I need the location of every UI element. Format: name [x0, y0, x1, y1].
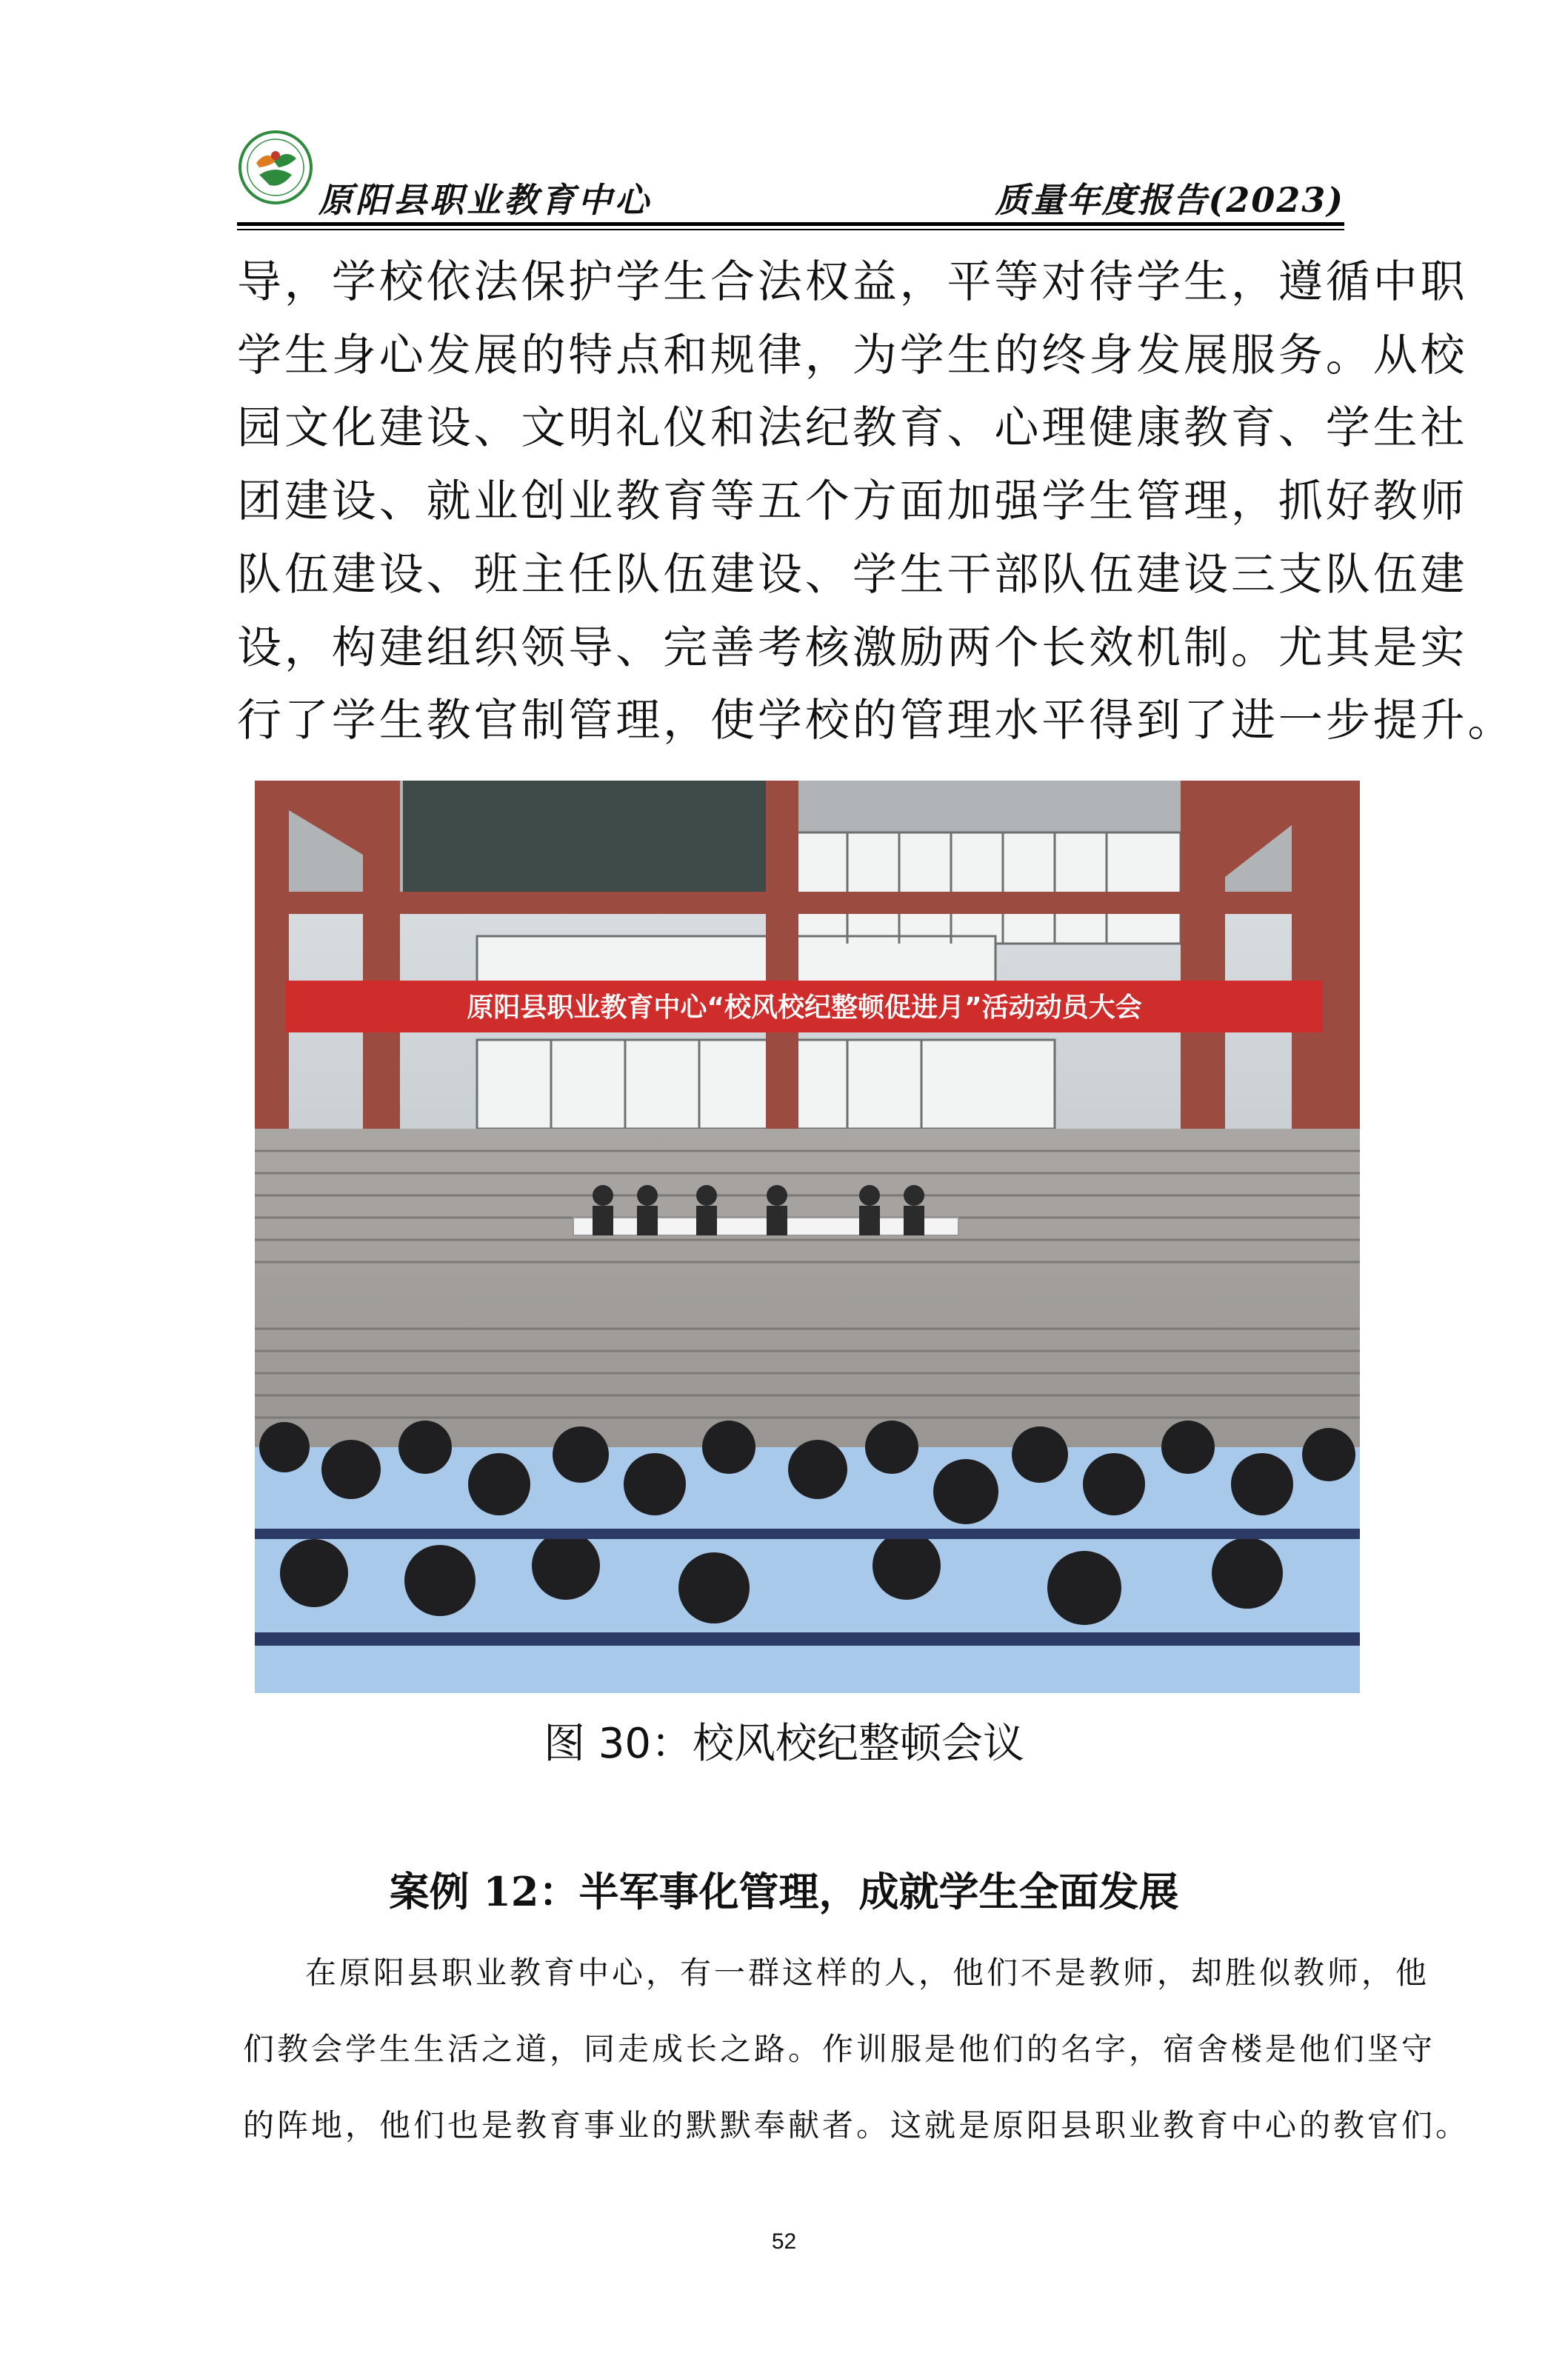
banner-text: 原阳县职业教育中心“校风校纪整顿促进月”活动动员大会	[467, 992, 1142, 1023]
case-paragraph	[243, 1935, 1470, 2163]
figure-caption: 图 30：校风校纪整顿会议	[543, 1720, 1025, 1768]
page-number: 52	[771, 2229, 797, 2254]
header-rule-thin	[237, 229, 1344, 230]
body-paragraph	[237, 246, 1515, 758]
case-line: 们教会学生生活之道，同走成长之路。作训服是他们的名字，宿舍楼是他们坚守	[243, 2031, 1436, 2067]
report-title: 质量年度报告(2023)	[995, 180, 1344, 220]
body-line: 团建设、就业创业教育等五个方面加强学生管理，抓好教师	[237, 475, 1468, 528]
header-rule	[237, 222, 1344, 226]
body-line: 导，学校依法保护学生合法权益，平等对待学生，遵循中职	[237, 256, 1468, 308]
body-line: 园文化建设、文明礼仪和法纪教育、心理健康教育、学生社	[237, 402, 1468, 455]
assembly-photo	[255, 781, 1360, 1693]
body-line: 设，构建组织领导、完善考核激励两个长效机制。尤其是实	[237, 621, 1468, 674]
case-title: 案例 12：半军事化管理，成就学生全面发展	[389, 1868, 1179, 1915]
body-line: 行了学生教官制管理，使学校的管理水平得到了进一步提升。	[237, 695, 1515, 747]
school-emblem-icon	[237, 129, 314, 206]
org-name: 原阳县职业教育中心	[318, 180, 652, 220]
body-line: 队伍建设、班主任队伍建设、学生干部队伍建设三支队伍建	[237, 548, 1468, 601]
body-line: 学生身心发展的特点和规律，为学生的终身发展服务。从校	[237, 329, 1468, 381]
case-line: 的阵地，他们也是教育事业的默默奉献者。这就是原阳县职业教育中心的教官们。	[243, 2107, 1470, 2143]
page-header	[237, 119, 1344, 230]
case-line: 在原阳县职业教育中心，有一群这样的人，他们不是教师，却胜似教师，他	[305, 1955, 1430, 1991]
